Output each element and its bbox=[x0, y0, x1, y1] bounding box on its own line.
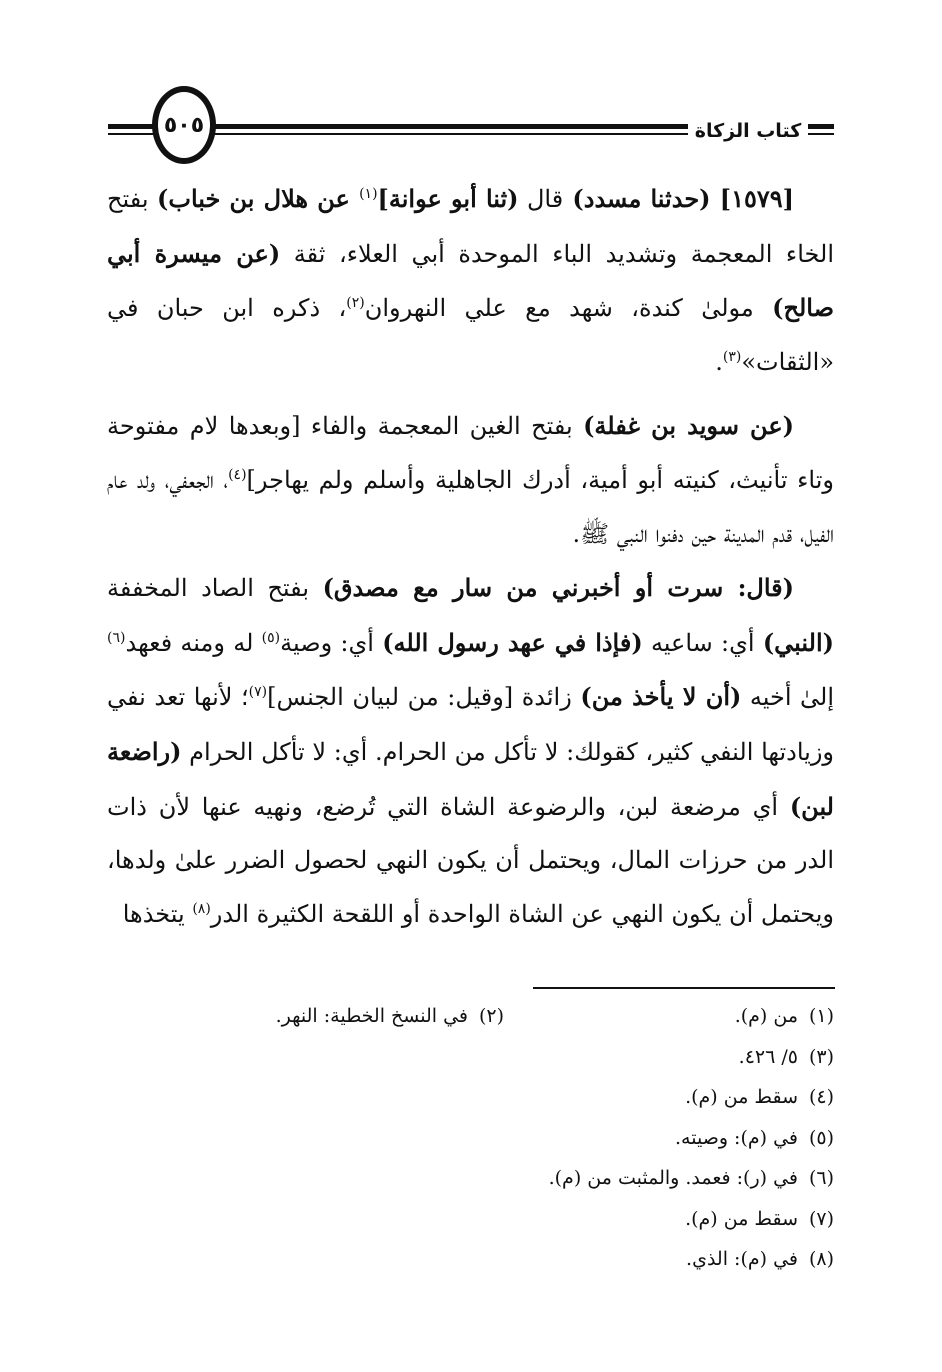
text-run: (فإذا في عهد رسول الله) bbox=[382, 627, 643, 657]
footnote-number: (٣) bbox=[808, 1045, 834, 1068]
footnote bbox=[739, 1037, 834, 1078]
footnote-number: (٧) bbox=[808, 1207, 834, 1230]
footnote-row bbox=[200, 1239, 834, 1280]
footnote-text: سقط من (م). bbox=[685, 1207, 798, 1230]
text-run: زائدة [وقيل: من لبيان الجنس] bbox=[267, 683, 581, 712]
footnote-text: في (م): وصيته. bbox=[675, 1126, 798, 1149]
footnote-ref: (١) bbox=[359, 186, 378, 202]
footnote-text: ٥/ ٤٢٦. bbox=[738, 1045, 798, 1068]
text-run: له ومنه فعهد bbox=[125, 628, 262, 657]
footnote-number: (٥) bbox=[808, 1126, 834, 1149]
page-number-badge bbox=[152, 86, 216, 164]
page-header bbox=[100, 86, 835, 176]
footnote-ref: (٣) bbox=[722, 348, 742, 365]
footnote-ref: (٥) bbox=[261, 629, 281, 646]
text-run: أي: ساعيه bbox=[642, 628, 763, 657]
text-run: بفتح الغين المعجمة والفاء [وبعدها لام مفتوحة وتاء تأنيث، كنيته أبو أمية، أدرك الجاهلية وأسلم ولم يهاجر] bbox=[107, 412, 834, 494]
main-text bbox=[107, 172, 834, 941]
text-run: (ثنا أبو عوانة] bbox=[377, 184, 519, 213]
text-run: [١٥٧٩] (حدثنا مسدد) bbox=[563, 184, 794, 213]
footnote bbox=[276, 996, 504, 1037]
text-run: إلىٰ أخيه bbox=[741, 683, 835, 712]
text-run: . bbox=[715, 347, 723, 376]
header-rule-middle bbox=[214, 122, 768, 142]
text-run: ، ذكره ابن حبان في «الثقات» bbox=[107, 294, 834, 376]
text-run: أي: وصية bbox=[280, 628, 383, 657]
footnote-number: (٦) bbox=[808, 1167, 834, 1189]
footnote-text: في النسخ الخطية: النهر. bbox=[275, 1005, 468, 1027]
footnotes bbox=[200, 996, 834, 1280]
footnote-ref: (٦) bbox=[107, 629, 126, 646]
text-run: (أن لا يأخذ من) bbox=[580, 682, 742, 712]
footnote-ref: (٧) bbox=[248, 684, 268, 701]
footnote-ref: (٢) bbox=[346, 295, 365, 312]
text-run: (راضعة لبن) bbox=[107, 736, 834, 821]
text-run: ، الجعفي، ولد عام الفيل، قدم المدينة حين دفنوا النبي ﷺ. bbox=[107, 465, 834, 548]
text-run: قال bbox=[518, 185, 564, 213]
footnote-separator bbox=[533, 987, 835, 989]
paragraph bbox=[107, 172, 834, 389]
footnote-row bbox=[200, 1037, 834, 1078]
footnote bbox=[686, 1239, 834, 1280]
footnote-text: في (م): الذي. bbox=[686, 1248, 798, 1270]
footnote-text: في (ر): فعمد. والمثبت من (م). bbox=[548, 1167, 798, 1189]
paragraph bbox=[107, 561, 834, 941]
text-run: بفتح الصاد المخففة bbox=[107, 574, 323, 603]
footnote-text: سقط من (م). bbox=[685, 1086, 798, 1108]
text-run: عن هلال بن خباب) bbox=[157, 184, 360, 213]
footnote bbox=[735, 996, 834, 1037]
footnote bbox=[549, 1158, 834, 1199]
footnote-ref: (٤) bbox=[228, 466, 247, 483]
footnote-row bbox=[200, 1158, 834, 1199]
paragraph bbox=[107, 399, 834, 561]
footnote-row bbox=[200, 1199, 834, 1240]
footnote-ref: (٨) bbox=[192, 900, 211, 917]
footnote-row bbox=[200, 1077, 834, 1118]
running-title: كتاب الزكاة bbox=[688, 116, 808, 146]
text-run: بفتح الخاء المعجمة وتشديد الباء الموحدة أبي العلاء، ثقة bbox=[107, 185, 834, 268]
footnote bbox=[685, 1077, 834, 1118]
footnote bbox=[675, 1118, 834, 1159]
footnote-number: (٢) bbox=[478, 1005, 504, 1027]
footnote bbox=[685, 1199, 834, 1240]
text-run: (عن سويد بن غفلة) bbox=[583, 411, 794, 441]
text-run: أي مرضعة لبن، والرضوعة الشاة التي تُرضع، ونهيه عنها لأن ذات الدر من حرزات المال، ويحتمل أن يكون النهي لحصول الضرر علىٰ ولدها، ويحتمل أن يكون النهي عن الشاة الواحدة أو اللقحة الكثيرة الدر bbox=[107, 792, 834, 928]
text-run: (النبي) bbox=[762, 627, 834, 657]
text-run: ؛ لأنها تعد نفي وزيادتها النفي كثير، كقولك: لا تأكل من الحرام. أي: لا تأكل الحرام bbox=[107, 683, 834, 766]
footnote-row bbox=[200, 996, 834, 1037]
footnote-row bbox=[200, 1118, 834, 1159]
text-run: (عن ميسرة أبي صالح) bbox=[107, 238, 834, 323]
footnote-number: (٨) bbox=[808, 1248, 834, 1270]
header-rule-left bbox=[108, 122, 154, 142]
text-run: مولىٰ كندة، شهد مع علي النهروان bbox=[364, 294, 773, 323]
text-run: يتخذها bbox=[122, 899, 193, 928]
text-run: (قال: سرت أو أخبرني من سار مع مصدق) bbox=[322, 573, 795, 603]
footnote-number: (٤) bbox=[808, 1086, 834, 1108]
page-number: ٥٠٥ bbox=[163, 112, 205, 138]
footnote-number: (١) bbox=[808, 1005, 834, 1027]
footnote-text: من (م). bbox=[734, 1005, 798, 1027]
